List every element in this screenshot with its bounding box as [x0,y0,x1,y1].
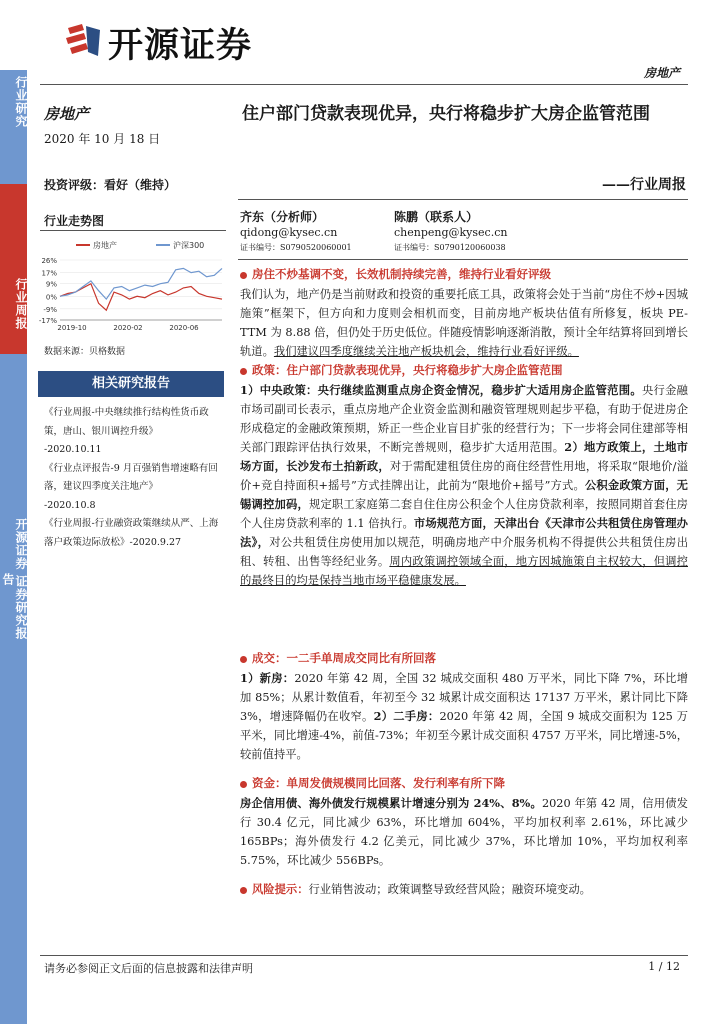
header-sector: 房地产 [643,66,680,80]
logo-icon [62,20,102,60]
related-report-date: -2020.10.8 [44,499,96,511]
bullet-icon [240,368,247,375]
x-tick-label: 2020-06 [169,324,199,332]
y-tick-label: 17% [41,269,57,278]
analyst-divider [238,259,688,260]
related-report-date: -2020.10.11 [44,444,102,455]
related-reports-header: 相关研究报告 [38,371,224,397]
x-tick-label: 2020-02 [113,324,143,332]
contact-name: 陈鹏（联系人） [394,210,479,224]
y-tick-label: -9% [43,305,57,314]
related-report-item[interactable]: 《行业周报-中央继续推行结构性货币政策，唐山、银川调控升级》 [44,407,209,437]
analyst-card [240,210,352,255]
report-date: 2020 年 10 月 18 日 [44,132,161,146]
report-type: ——行业周报 [602,177,686,193]
bullet-icon [240,656,247,663]
y-tick-label: -17% [38,317,57,325]
contact-email[interactable]: chenpeng@kysec.cn [394,226,508,239]
side-tab-brand [0,354,27,1024]
legend-label: 沪深300 [173,241,205,250]
legend-label: 房地产 [93,241,117,250]
y-tick-label: 0% [45,293,57,302]
x-tick-label: 2019-10 [57,324,87,332]
section-body-funding: 房企信用债、海外债发行规模累计增速分别为 24%、8%。2020 年第 42 周，信用债发行 30.4 亿元，同比减少 63%，环比增加 604%，平均加权利率 2.61%，环比减少 165BPs；海外债发行 4.2 亿美元，同比减少 37%，环比增加 10%，平均加权利率 5.75%，环比减少 556BPs。 [240,796,688,867]
side-tab-top-label: 行业研究 [14,76,28,128]
related-report-item[interactable]: 《行业周报-行业融资政策继续从严、上海落户政策边际放松》-2020.9.27 [44,518,219,548]
sector-label: 房地产 [44,105,90,123]
series-line [60,284,222,311]
investment-rating: 投资评级：看好（维持） [44,178,177,192]
bullet-icon [240,887,247,894]
risk-warning: 风险提示：行业销售波动；政策调整导致经营风险；融资环境变动。 [240,880,688,899]
trend-divider [40,230,226,231]
analyst-name: 齐东（分析师） [240,210,325,224]
bullet-icon [240,781,247,788]
section-body-outlook: 我们认为，地产仍是当前财政和投资的重要托底工具，政策将会处于当前“房住不炒+因城施策”框架下，但方向和力度则会相机而变，目前房地产板块估值有所修复，板块 PE-TTM 为 8.88 倍，但仍处于历史低位。伴随疫情影响逐渐消散，预计全年结算将回到增长轨道。我们建议四季度继续关注地产板块机会，维持行业看好评级。 [240,288,688,358]
analyst-cert: 证书编号：S0790520060001 [240,243,352,252]
contact-cert: 证书编号：S0790120060038 [394,243,506,252]
section-body-policy: 1）中央政策：央行继续监测重点房企资金情况，稳步扩大适用房企监管范围。央行金融市场司副司长表示，重点房地产企业资金监测和融资管理规则起步平稳，有助于促进房企形成稳定的金融政策预期，矫正一些企业盲目扩张的经营行为；下一步将会同住建部等相关部门跟踪评估执行效果，不断完善规则，稳步扩大适用范围。2）地方政策上，土地市场方面，长沙发布土拍新政，对于需配建租赁住房的商住经营性用地，将采取“限地价/溢价+竞自持面积+摇号”方式挂牌出让，此前为“限地价+摇号”方式。公积金政策方面，无锡调控加码，规定职工家庭第二套自住住房公积金个人住房贷款利率，按照同期首套住房个人住房贷款利率的 1.1 倍执行。市场规范方面，天津出台《天津市公共租赁住房管理办法》，对公共租赁住房使用加以规范，明确房地产中介服务机构不得提供公共租赁住房出租、转租、出售等经纪业务。周内政策调控领域全面，地方因城施策自主权较大，但调控的最终目的均是保持当地市场平稳健康发展。 [240,383,688,587]
logo-text: 开源证券 [108,26,253,66]
section-heading-funding: 资金：单周发债规模同比回落、发行利率有所下降 [240,775,505,791]
section-heading-policy: 政策：住户部门贷款表现优异，央行将稳步扩大房企监管范围 [240,362,563,378]
related-reports-list [44,404,226,552]
side-tab-middle-label: 行业周报 [14,278,28,330]
trend-chart [36,238,228,338]
bullet-icon [240,272,247,279]
section-heading-transactions: 成交：一二手单周成交同比有所回落 [240,650,436,666]
header-divider [40,84,688,85]
trend-chart-title: 行业走势图 [44,214,105,228]
side-tab-bottom-label: 开源证券 证券研究报告 [1,517,28,641]
contact-card [394,210,507,255]
section-body-transactions: 1）新房：2020 年第 42 周，全国 32 城成交面积 480 万平米，同比下降 7%，环比增加 85%；从累计数值看，年初至今 32 城累计成交面积达 17137 万平米，累计同比下降 3%，增速降幅仍在收窄。2）二手房：2020 年第 42 周，全国 9 城成交面积为 125 万平米，同比增速-4%，前值-73%；年初至今累计成交面积 4757 万平米，同比增速-5%，较前值持平。 [240,671,688,761]
related-report-item[interactable]: 《行业点评报告-9 月百强销售增速略有回落，建议四季度关注地产》 [44,462,218,492]
y-tick-label: 26% [41,257,57,265]
page-number: 1 / 12 [648,960,680,973]
section-heading-outlook: 房住不炒基调不变，长效机制持续完善，维持行业看好评级 [240,266,551,282]
footer-disclaimer[interactable]: 请务必参阅正文后面的信息披露和法律声明 [44,962,253,975]
y-tick-label: 9% [45,280,57,289]
footer-divider [40,955,688,956]
report-title: 住户部门贷款表现优异，央行将稳步扩大房企监管范围 [242,104,650,124]
data-source: 数据来源：贝格数据 [44,347,126,357]
analyst-email[interactable]: qidong@kysec.cn [240,226,338,239]
title-divider [238,199,688,200]
